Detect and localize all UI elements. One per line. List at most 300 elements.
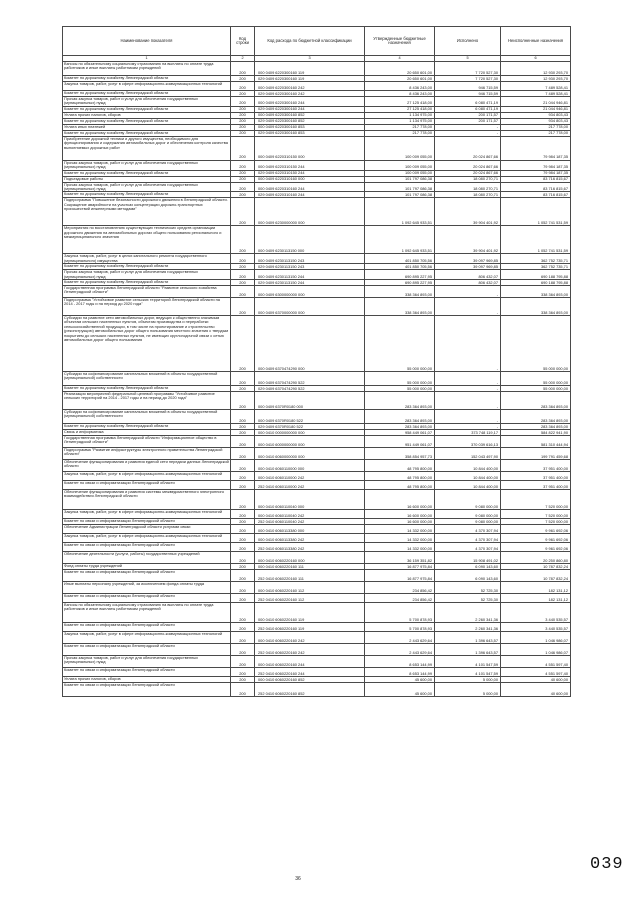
row-kbk: 029 0409 6370R0180 522 bbox=[255, 424, 365, 430]
row-name: Связь и информатика bbox=[63, 430, 231, 436]
row-unexecuted: 21 044 946,81 bbox=[501, 97, 571, 107]
row-kbk: 000 0410 6060000000 000 bbox=[255, 448, 365, 460]
table-row bbox=[63, 510, 571, 519]
row-approved: 958 449 061,07 bbox=[365, 430, 435, 436]
row-executed: 4 101 547,59 bbox=[435, 656, 501, 668]
table-row bbox=[63, 543, 571, 552]
header-name: Наименование показателя bbox=[63, 27, 231, 56]
table-row bbox=[63, 448, 571, 460]
row-code: 200 bbox=[231, 124, 255, 130]
row-name: Уплата прочих налогов, сборов bbox=[63, 112, 231, 118]
row-executed: 6 080 471,19 bbox=[435, 106, 501, 112]
row-executed: 20 024 867,66 bbox=[435, 136, 501, 160]
row-code: 200 bbox=[231, 534, 255, 543]
row-code: 200 bbox=[231, 97, 255, 107]
row-approved: 16 600 000,00 bbox=[365, 490, 435, 510]
row-approved: 234 856,42 bbox=[365, 582, 435, 594]
row-code: 200 bbox=[231, 623, 255, 632]
row-name: Комитет по связи и информатизации Ленинградской области bbox=[63, 594, 231, 603]
row-kbk: 000 0409 6220310160 000 bbox=[255, 176, 365, 182]
row-kbk: 000 0410 6060220160 112 bbox=[255, 582, 365, 594]
row-executed: 20 024 867,66 bbox=[435, 170, 501, 176]
row-executed: 6 090 143,60 bbox=[435, 564, 501, 570]
row-executed: 15 908 491,02 bbox=[435, 552, 501, 564]
table-row bbox=[63, 286, 571, 298]
row-unexecuted: 79 984 187,35 bbox=[501, 170, 571, 176]
row-code: 200 bbox=[231, 603, 255, 623]
row-kbk: 029 0409 6230113150 243 bbox=[255, 264, 365, 270]
row-unexecuted: 40 600,00 bbox=[501, 683, 571, 697]
table-row bbox=[63, 82, 571, 91]
row-approved: 55 000 000,00 bbox=[365, 316, 435, 372]
row-unexecuted: 4 551 597,40 bbox=[501, 656, 571, 668]
row-executed: 4 370 307,94 bbox=[435, 525, 501, 534]
row-approved: 951 449 061,07 bbox=[365, 436, 435, 448]
row-code: 200 bbox=[231, 632, 255, 644]
row-unexecuted: 21 044 946,81 bbox=[501, 106, 571, 112]
row-code: 200 bbox=[231, 76, 255, 82]
row-executed: 10 844 400,00 bbox=[435, 460, 501, 472]
row-approved: 16 877 975,84 bbox=[365, 570, 435, 582]
row-code: 200 bbox=[231, 386, 255, 392]
row-executed: 9 080 000,00 bbox=[435, 490, 501, 510]
row-approved: 234 856,42 bbox=[365, 594, 435, 603]
row-code: 200 bbox=[231, 372, 255, 386]
row-code: 200 bbox=[231, 254, 255, 264]
row-kbk: 029 0409 6220300160 852 bbox=[255, 118, 365, 124]
row-code: 200 bbox=[231, 519, 255, 525]
row-unexecuted: 338 364 893,00 bbox=[501, 298, 571, 316]
row-approved: 100 009 055,00 bbox=[365, 160, 435, 170]
row-executed: 4 101 547,59 bbox=[435, 668, 501, 677]
row-name: Прочая закупка товаров, работ и услуг для обеспечения государственных (муниципальных) нужд bbox=[63, 270, 231, 280]
row-kbk: 000 0409 6230113150 244 bbox=[255, 270, 365, 280]
table-row bbox=[63, 632, 571, 644]
row-approved: 100 009 055,00 bbox=[365, 136, 435, 160]
row-executed: - bbox=[435, 124, 501, 130]
row-approved: 2 443 629,64 bbox=[365, 644, 435, 656]
row-code: 200 bbox=[231, 683, 255, 697]
row-kbk: 029 0409 6230113150 244 bbox=[255, 280, 365, 286]
row-name: Мероприятия по восстановлению существующих технических средств организации дорожного движения на автомобильных дорогах общего пользования регионального и межмуниципального значения bbox=[63, 226, 231, 254]
row-code: 200 bbox=[231, 410, 255, 424]
row-kbk: 029 0409 6220310160 244 bbox=[255, 192, 365, 198]
row-approved: 14 332 000,00 bbox=[365, 525, 435, 534]
row-code: 200 bbox=[231, 472, 255, 481]
table-row bbox=[63, 226, 571, 254]
row-executed: 200 171,57 bbox=[435, 118, 501, 124]
row-code: 200 bbox=[231, 118, 255, 124]
column-number: 3 bbox=[255, 56, 365, 62]
budget-execution-table bbox=[62, 26, 571, 697]
row-name: Комитет по дорожному хозяйству Ленинградской области bbox=[63, 130, 231, 136]
row-executed: 10 844 400,00 bbox=[435, 481, 501, 490]
row-executed: - bbox=[435, 410, 501, 424]
row-name: Комитет по дорожному хозяйству Ленинградской области bbox=[63, 170, 231, 176]
table-row bbox=[63, 668, 571, 677]
row-code: 200 bbox=[231, 525, 255, 534]
row-kbk: 000 0409 6370000000 000 bbox=[255, 298, 365, 316]
row-approved: 690 895 227,95 bbox=[365, 280, 435, 286]
table-row bbox=[63, 472, 571, 481]
row-unexecuted: 283 364 893,00 bbox=[501, 424, 571, 430]
row-executed: 5 000,00 bbox=[435, 677, 501, 683]
report-sheet bbox=[62, 26, 570, 697]
row-executed: 946 715,59 bbox=[435, 82, 501, 91]
row-kbk: 029 0409 6220300160 853 bbox=[255, 130, 365, 136]
row-name: Субсидии на развитие сети автомобильных дорог, ведущих к общественно значимым объектам сельских населенных пунктов, объектам производства и переработки сельскохозяйственной продукции, в том числе на проектирование и строительство (реконструкцию) автомобильных дорог общего пользования местного значения с твердым покрытием до сельских населенных пунктов, не имеющих круглогодичной связи с сетью автомобильных дорог общего пользования bbox=[63, 316, 231, 372]
row-kbk: 000 0410 6060220160 242 bbox=[255, 632, 365, 644]
row-approved: 2 443 629,64 bbox=[365, 632, 435, 644]
table-row bbox=[63, 623, 571, 632]
table-row bbox=[63, 683, 571, 697]
row-kbk: 000 0409 6370R0180 522 bbox=[255, 410, 365, 424]
header-approved: Утвержденные бюджетные назначения bbox=[365, 27, 435, 56]
row-name: Закупка товаров, работ, услуг в целях капитального ремонта государственного (муниципального) имущества bbox=[63, 254, 231, 264]
row-unexecuted: 7 520 000,00 bbox=[501, 519, 571, 525]
row-name: Комитет по дорожному хозяйству Ленинградской области bbox=[63, 91, 231, 97]
row-approved: 36 159 351,82 bbox=[365, 552, 435, 564]
row-unexecuted: 10 787 832,24 bbox=[501, 564, 571, 570]
row-kbk: 000 0410 6060110040 000 bbox=[255, 490, 365, 510]
row-executed: 39 904 401,92 bbox=[435, 226, 501, 254]
row-approved: 1 092 645 933,51 bbox=[365, 226, 435, 254]
table-row bbox=[63, 570, 571, 582]
row-kbk: 000 0410 0000000000 000 bbox=[255, 430, 365, 436]
row-name: Комитет по дорожному хозяйству Ленинградской области bbox=[63, 280, 231, 286]
row-name: Обеспечение функционирования и развития системы межведомственного электронного взаимодействия Ленинградской области bbox=[63, 490, 231, 510]
row-kbk: 252 0410 6060220160 119 bbox=[255, 623, 365, 632]
row-name: Комитет по связи и информатизации Ленинградской области bbox=[63, 543, 231, 552]
row-approved: 5 700 878,93 bbox=[365, 623, 435, 632]
row-kbk: 000 0409 6220300160 244 bbox=[255, 97, 365, 107]
row-executed: 7 720 527,30 bbox=[435, 76, 501, 82]
row-executed: - bbox=[435, 316, 501, 372]
row-name: Комитет по связи и информатизации Ленинградской области bbox=[63, 683, 231, 697]
row-code: 200 bbox=[231, 170, 255, 176]
row-unexecuted: 1 046 986,07 bbox=[501, 632, 571, 644]
row-kbk: 000 0410 6060220160 111 bbox=[255, 564, 365, 570]
row-executed: 806 432,07 bbox=[435, 270, 501, 280]
row-executed: 4 370 307,94 bbox=[435, 534, 501, 543]
table-row bbox=[63, 270, 571, 280]
row-unexecuted: 9 961 692,06 bbox=[501, 534, 571, 543]
row-kbk: 000 0409 6220300160 242 bbox=[255, 82, 365, 91]
row-approved: 16 877 975,84 bbox=[365, 564, 435, 570]
row-kbk: 000 0410 6060220160 119 bbox=[255, 603, 365, 623]
row-name: Подъездовые работы bbox=[63, 176, 231, 182]
table-row bbox=[63, 198, 571, 226]
row-approved: 45 600,00 bbox=[365, 683, 435, 697]
table-body bbox=[63, 62, 571, 697]
row-executed: - bbox=[435, 130, 501, 136]
row-unexecuted: 83 716 815,67 bbox=[501, 192, 571, 198]
row-code: 200 bbox=[231, 270, 255, 280]
row-name: Уплата иных платежей bbox=[63, 124, 231, 130]
row-unexecuted: 7 489 528,41 bbox=[501, 91, 571, 97]
row-executed: 946 715,59 bbox=[435, 91, 501, 97]
row-unexecuted: 690 188 795,88 bbox=[501, 270, 571, 280]
table-row bbox=[63, 410, 571, 424]
row-approved: 45 600,00 bbox=[365, 677, 435, 683]
row-approved: 283 364 893,00 bbox=[365, 410, 435, 424]
row-approved: 101 797 086,38 bbox=[365, 182, 435, 192]
row-unexecuted: 55 000 000,00 bbox=[501, 386, 571, 392]
row-code: 200 bbox=[231, 160, 255, 170]
row-code: 200 bbox=[231, 82, 255, 91]
row-code: 200 bbox=[231, 286, 255, 298]
row-kbk: 000 0410 6060110000 242 bbox=[255, 472, 365, 481]
header-unexecuted: Неисполненные назначения bbox=[501, 27, 571, 56]
row-name: Комитет по связи и информатизации Ленинградской области bbox=[63, 519, 231, 525]
row-unexecuted: 581 310 444,94 bbox=[501, 436, 571, 448]
row-kbk: 252 0410 6060220160 112 bbox=[255, 594, 365, 603]
row-approved: 55 000 000,00 bbox=[365, 372, 435, 386]
row-code: 200 bbox=[231, 644, 255, 656]
row-approved: 14 332 000,00 bbox=[365, 534, 435, 543]
row-name: Взносы по обязательному социальному страхованию на выплаты по оплате труда работников и иные выплаты работникам учреждений bbox=[63, 603, 231, 623]
row-unexecuted: 690 188 795,88 bbox=[501, 280, 571, 286]
row-unexecuted: 3 440 535,57 bbox=[501, 623, 571, 632]
table-row bbox=[63, 436, 571, 448]
table-row bbox=[63, 160, 571, 170]
row-unexecuted: 7 520 000,00 bbox=[501, 490, 571, 510]
row-name: Закупка товаров, работ, услуг в сфере информационно-коммуникационных технологий bbox=[63, 534, 231, 543]
row-approved: 401 850 705,56 bbox=[365, 254, 435, 264]
row-name: Фонд оплаты труда учреждений bbox=[63, 564, 231, 570]
row-unexecuted: 1 052 741 531,59 bbox=[501, 226, 571, 254]
row-approved: 20 650 601,00 bbox=[365, 62, 435, 76]
row-unexecuted: 9 961 692,06 bbox=[501, 543, 571, 552]
row-name: Государственная программа Ленинградской области "Информационное общество в Ленинградской области" bbox=[63, 436, 231, 448]
row-name: Реализация мероприятий федеральной целевой программы "Устойчивое развитие сельских территорий на 2014 - 2017 годы и на период до 2020 года" bbox=[63, 392, 231, 410]
row-unexecuted: 55 000 000,00 bbox=[501, 316, 571, 372]
row-executed: 20 024 867,66 bbox=[435, 160, 501, 170]
row-approved: 48 795 800,00 bbox=[365, 472, 435, 481]
row-name: Иные выплаты персоналу учреждений, за исключением фонда оплаты труда bbox=[63, 582, 231, 594]
row-kbk: 000 0409 6220310150 244 bbox=[255, 160, 365, 170]
row-kbk: 252 0410 6060220160 242 bbox=[255, 644, 365, 656]
row-kbk: 000 0410 6060220160 244 bbox=[255, 656, 365, 668]
row-approved: 27 125 418,00 bbox=[365, 106, 435, 112]
row-executed: 39 097 969,85 bbox=[435, 264, 501, 270]
row-executed: - bbox=[435, 286, 501, 298]
row-name: Закупка товаров, работ, услуг в сфере информационно-коммуникационных технологий bbox=[63, 82, 231, 91]
row-executed: 52 725,30 bbox=[435, 582, 501, 594]
row-unexecuted: 37 951 400,00 bbox=[501, 481, 571, 490]
header-executed: Исполнено bbox=[435, 27, 501, 56]
row-approved: 690 895 227,95 bbox=[365, 270, 435, 280]
row-approved: 16 600 000,00 bbox=[365, 510, 435, 519]
row-name: Комитет по связи и информатизации Ленинградской области bbox=[63, 668, 231, 677]
row-approved: 283 364 893,00 bbox=[365, 424, 435, 430]
row-approved: 100 009 055,00 bbox=[365, 170, 435, 176]
row-name: Уплата прочих налогов, сборов bbox=[63, 677, 231, 683]
row-unexecuted: 37 951 400,00 bbox=[501, 472, 571, 481]
row-approved: 338 364 893,00 bbox=[365, 286, 435, 298]
row-executed: 4 370 307,94 bbox=[435, 543, 501, 552]
table-row bbox=[63, 594, 571, 603]
row-name: Комитет по дорожному хозяйству Ленинградской области bbox=[63, 424, 231, 430]
row-kbk: 029 0409 6220310150 244 bbox=[255, 170, 365, 176]
page-number: 36 bbox=[295, 876, 301, 882]
row-code: 200 bbox=[231, 136, 255, 160]
row-unexecuted: 362 752 735,71 bbox=[501, 264, 571, 270]
row-kbk: 000 0410 6060220160 000 bbox=[255, 552, 365, 564]
row-approved: 1 134 975,00 bbox=[365, 112, 435, 118]
row-approved: 338 364 893,00 bbox=[365, 298, 435, 316]
row-kbk: 000 0410 6060110040 242 bbox=[255, 510, 365, 519]
row-name: Закупка товаров, работ, услуг в сфере информационно-коммуникационных технологий bbox=[63, 472, 231, 481]
table-row bbox=[63, 582, 571, 594]
row-executed: 2 260 341,36 bbox=[435, 603, 501, 623]
row-unexecuted: 283 364 893,00 bbox=[501, 410, 571, 424]
row-executed: 9 080 000,00 bbox=[435, 519, 501, 525]
row-kbk: 252 0410 6060220160 244 bbox=[255, 668, 365, 677]
row-unexecuted: 7 520 000,00 bbox=[501, 510, 571, 519]
row-name: Комитет по дорожному хозяйству Ленинградской области bbox=[63, 386, 231, 392]
row-code: 200 bbox=[231, 316, 255, 372]
row-approved: 27 125 418,00 bbox=[365, 97, 435, 107]
archive-stamp: 039 bbox=[590, 855, 624, 874]
row-unexecuted: 1 052 741 531,59 bbox=[501, 198, 571, 226]
row-kbk: 000 0409 6220300160 119 bbox=[255, 62, 365, 76]
table-row bbox=[63, 298, 571, 316]
row-unexecuted: 934 803,43 bbox=[501, 118, 571, 124]
row-code: 200 bbox=[231, 552, 255, 564]
column-number: 5 bbox=[435, 56, 501, 62]
row-kbk: 000 0409 6220310160 244 bbox=[255, 182, 365, 192]
row-code: 200 bbox=[231, 656, 255, 668]
table-row bbox=[63, 392, 571, 410]
row-code: 200 bbox=[231, 62, 255, 76]
row-code: 200 bbox=[231, 481, 255, 490]
row-name: Закупка товаров, работ, услуг в сфере информационно-коммуникационных технологий bbox=[63, 632, 231, 644]
table-row bbox=[63, 481, 571, 490]
table-header-row bbox=[63, 27, 571, 56]
table-row bbox=[63, 490, 571, 510]
row-approved: 14 332 000,00 bbox=[365, 543, 435, 552]
table-row bbox=[63, 525, 571, 534]
column-number: 6 bbox=[501, 56, 571, 62]
row-code: 200 bbox=[231, 182, 255, 192]
row-name: Подпрограмма "Устойчивое развитие сельских территорий Ленинградской области на 2014 - 2017 годы и на период до 2020 года" bbox=[63, 298, 231, 316]
row-executed: - bbox=[435, 372, 501, 386]
row-kbk: 252 0410 6060110040 242 bbox=[255, 519, 365, 525]
row-name: Комитет по дорожному хозяйству Ленинградской области bbox=[63, 264, 231, 270]
table-row bbox=[63, 136, 571, 160]
row-executed: 9 080 000,00 bbox=[435, 510, 501, 519]
row-name: Прочая закупка товаров, работ и услуг для обеспечения государственных (муниципальных) нужд bbox=[63, 160, 231, 170]
row-kbk: 029 0409 6370474290 522 bbox=[255, 386, 365, 392]
row-approved: 101 797 086,38 bbox=[365, 192, 435, 198]
row-executed: 39 097 969,85 bbox=[435, 254, 501, 264]
row-code: 200 bbox=[231, 424, 255, 430]
row-kbk: 000 0409 6230113150 000 bbox=[255, 226, 365, 254]
row-code: 200 bbox=[231, 106, 255, 112]
table-row bbox=[63, 62, 571, 76]
row-name: Прочая закупка товаров, работ и услуг для обеспечения государственных (муниципальных) нужд bbox=[63, 182, 231, 192]
table-row bbox=[63, 316, 571, 372]
column-number: 4 bbox=[365, 56, 435, 62]
row-executed: 1 396 643,57 bbox=[435, 632, 501, 644]
row-kbk: 000 0410 6060113380 000 bbox=[255, 525, 365, 534]
row-kbk: 000 0409 6300000000 000 bbox=[255, 286, 365, 298]
row-code: 200 bbox=[231, 510, 255, 519]
row-name: Комитет по связи и информатизации Ленинградской области bbox=[63, 644, 231, 656]
row-executed: 10 844 400,00 bbox=[435, 472, 501, 481]
row-name: Комитет по дорожному хозяйству Ленинградской области bbox=[63, 118, 231, 124]
row-code: 200 bbox=[231, 448, 255, 460]
row-approved: 101 797 086,38 bbox=[365, 176, 435, 182]
row-unexecuted: 20 250 860,80 bbox=[501, 552, 571, 564]
table-row bbox=[63, 603, 571, 623]
row-unexecuted: 79 984 187,35 bbox=[501, 160, 571, 170]
table-row bbox=[63, 656, 571, 668]
row-code: 200 bbox=[231, 198, 255, 226]
row-executed: 6 090 143,60 bbox=[435, 570, 501, 582]
row-unexecuted: 1 046 986,07 bbox=[501, 644, 571, 656]
row-executed: 373 748 119,17 bbox=[435, 430, 501, 436]
row-name: Прочая закупка товаров, работ и услуг для обеспечения государственных (муниципальных) нужд bbox=[63, 656, 231, 668]
row-kbk: 000 0409 6220300160 853 bbox=[255, 124, 365, 130]
row-kbk: 252 0410 6060110000 242 bbox=[255, 481, 365, 490]
row-kbk: 000 0409 6370474290 000 bbox=[255, 316, 365, 372]
row-name: Комитет по связи и информатизации Ленинградской области bbox=[63, 481, 231, 490]
row-unexecuted: 83 716 815,67 bbox=[501, 176, 571, 182]
row-unexecuted: 217 778,00 bbox=[501, 124, 571, 130]
row-unexecuted: 199 791 459,68 bbox=[501, 448, 571, 460]
table-row bbox=[63, 254, 571, 264]
row-code: 200 bbox=[231, 298, 255, 316]
row-kbk: 029 0409 6220300160 119 bbox=[255, 76, 365, 82]
row-code: 200 bbox=[231, 490, 255, 510]
row-name: Комитет по дорожному хозяйству Ленинградской области bbox=[63, 76, 231, 82]
row-approved: 8 653 144,99 bbox=[365, 668, 435, 677]
row-executed: 39 904 401,92 bbox=[435, 198, 501, 226]
row-code: 200 bbox=[231, 392, 255, 410]
row-executed: 6 080 471,19 bbox=[435, 97, 501, 107]
row-name: Закупка товаров, работ, услуг в сфере информационно-коммуникационных технологий bbox=[63, 510, 231, 519]
row-executed: 2 260 341,36 bbox=[435, 623, 501, 632]
row-approved: 8 436 243,00 bbox=[365, 82, 435, 91]
row-unexecuted: 362 752 735,71 bbox=[501, 254, 571, 264]
row-name: Комитет по дорожному хозяйству Ленинградской области bbox=[63, 106, 231, 112]
row-approved: 8 653 144,99 bbox=[365, 656, 435, 668]
row-unexecuted: 4 551 597,40 bbox=[501, 668, 571, 677]
row-code: 200 bbox=[231, 264, 255, 270]
row-name: Приобретение дорожной техники и другого имущества, необходимого для функционирования и содержания автомобильных дорог и обеспечения контроля качества выполняемых дорожных работ bbox=[63, 136, 231, 160]
row-code: 200 bbox=[231, 677, 255, 683]
row-code: 200 bbox=[231, 436, 255, 448]
row-executed: 1 396 643,57 bbox=[435, 644, 501, 656]
row-unexecuted: 283 364 893,00 bbox=[501, 392, 571, 410]
row-kbk: 000 0409 6370474290 522 bbox=[255, 372, 365, 386]
row-unexecuted: 7 489 528,41 bbox=[501, 82, 571, 91]
row-code: 200 bbox=[231, 570, 255, 582]
header-kbk: Код расхода по бюджетной классификации bbox=[255, 27, 365, 56]
row-kbk: 000 0410 6060110000 000 bbox=[255, 460, 365, 472]
row-executed: 52 725,30 bbox=[435, 594, 501, 603]
row-code: 200 bbox=[231, 91, 255, 97]
table-row bbox=[63, 644, 571, 656]
row-code: 200 bbox=[231, 112, 255, 118]
row-unexecuted: 182 131,12 bbox=[501, 594, 571, 603]
row-code: 200 bbox=[231, 594, 255, 603]
row-kbk: 000 0409 6370R0180 000 bbox=[255, 392, 365, 410]
row-name: Обеспечение Администрации Ленинградской области услугами связи bbox=[63, 525, 231, 534]
row-approved: 217 778,00 bbox=[365, 130, 435, 136]
